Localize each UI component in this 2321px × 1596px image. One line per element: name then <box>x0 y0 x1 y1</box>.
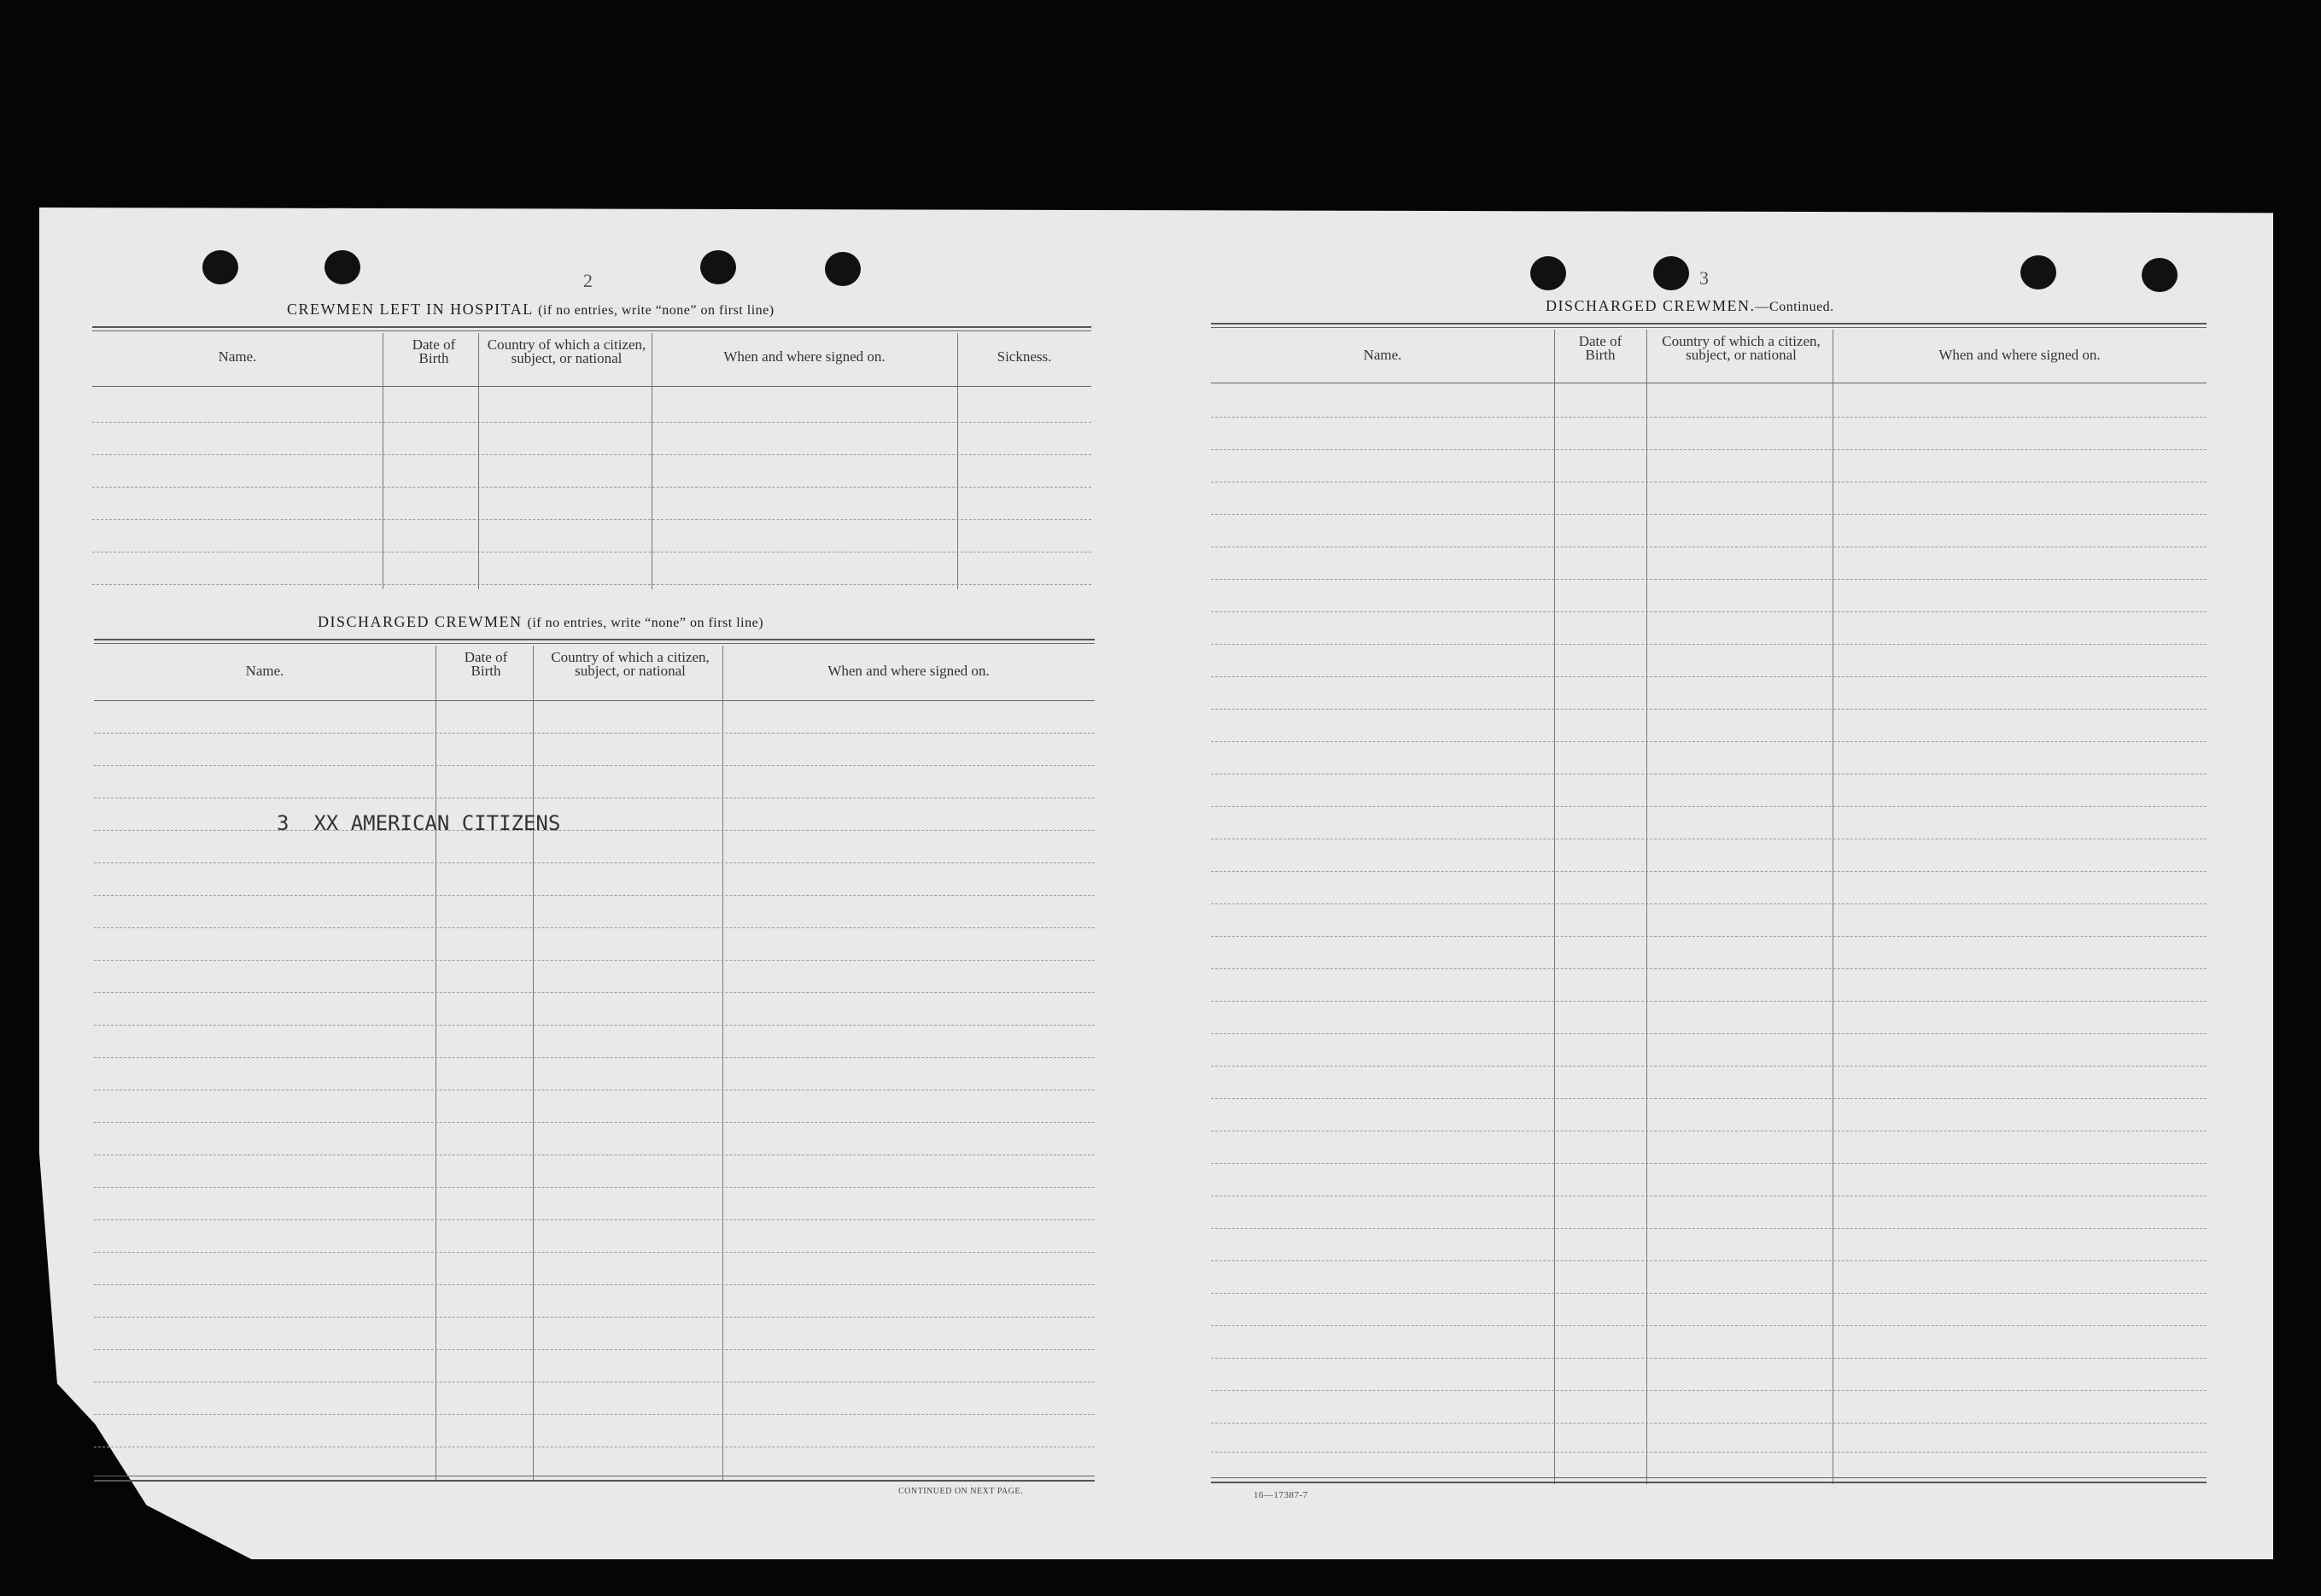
table-row <box>1211 936 2207 937</box>
table-row <box>1211 1325 2207 1326</box>
punch-hole <box>700 250 736 284</box>
table-row <box>92 584 1091 585</box>
table-row <box>1211 1358 2207 1359</box>
table-row <box>1211 903 2207 904</box>
table-row <box>1211 806 2207 807</box>
table-row <box>1211 1033 2207 1034</box>
table-row <box>94 1414 1095 1415</box>
table-row <box>92 519 1091 520</box>
continued-label: —Continued. <box>1755 300 1834 314</box>
table-row <box>94 733 1095 734</box>
table-row <box>94 992 1095 993</box>
table-row <box>94 1057 1095 1058</box>
table-top-rule <box>1211 327 2207 328</box>
table-row <box>1211 1001 2207 1002</box>
column-header-signed-on: When and where signed on. <box>723 348 886 365</box>
table-row <box>1211 417 2207 418</box>
table-row <box>1211 514 2207 515</box>
table-row <box>1211 968 2207 969</box>
punch-hole <box>1653 256 1689 290</box>
table-bottom-rule <box>1211 1482 2207 1483</box>
table-row <box>1211 611 2207 612</box>
table-row <box>1211 1390 2207 1391</box>
table-row <box>94 1025 1095 1026</box>
hospital-title-text: CREWMEN LEFT IN HOSPITAL <box>287 301 534 318</box>
column-header-signed-on: When and where signed on. <box>1938 347 2101 363</box>
column-header-date-of-birth: Date of Birth <box>412 336 456 366</box>
table-row <box>1211 1293 2207 1294</box>
column-header-sickness: Sickness. <box>997 348 1052 365</box>
hospital-table <box>92 326 1091 589</box>
discharged-table-left <box>94 639 1095 1482</box>
table-row <box>94 1317 1095 1318</box>
table-row <box>1211 1098 2207 1099</box>
punch-hole <box>2020 255 2056 289</box>
table-row <box>94 1284 1095 1285</box>
punch-hole <box>202 250 238 284</box>
column-divider <box>722 646 723 1482</box>
left-page-number: 2 <box>583 270 593 291</box>
column-header-country: Country of which a citizen, subject, or national <box>487 336 646 366</box>
column-header-date-of-birth: Date of Birth <box>464 649 508 679</box>
punch-hole <box>2142 258 2178 292</box>
discharged-title-text: DISCHARGED CREWMEN <box>318 613 523 630</box>
table-row <box>92 487 1091 488</box>
table-row <box>94 1382 1095 1383</box>
punch-hole <box>825 252 861 286</box>
table-row <box>94 1219 1095 1220</box>
table-row <box>1211 871 2207 872</box>
column-header-country: Country of which a citizen, subject, or national <box>1662 333 1821 363</box>
header-underline <box>94 700 1095 701</box>
column-header-name: Name. <box>218 348 257 365</box>
table-bottom-rule <box>94 1480 1095 1482</box>
continued-note: CONTINUED ON NEXT PAGE. <box>898 1487 1023 1496</box>
discharged-section-title <box>318 613 763 631</box>
table-row <box>94 1252 1095 1253</box>
table-row <box>94 765 1095 766</box>
column-divider <box>957 333 958 589</box>
table-row <box>92 422 1091 423</box>
table-row <box>94 895 1095 896</box>
header-underline <box>92 386 1091 387</box>
table-top-rule <box>94 639 1095 640</box>
punch-hole <box>1530 256 1566 290</box>
table-row <box>1211 579 2207 580</box>
column-header-country: Country of which a citizen, subject, or national <box>551 649 710 679</box>
column-header-name: Name. <box>245 663 284 679</box>
table-row <box>94 1187 1095 1188</box>
discharged-table-right <box>1211 323 2207 1484</box>
column-header-name: Name. <box>1363 347 1402 363</box>
discharged-note: (if no entries, write “none” on first line) <box>527 616 764 630</box>
table-row <box>94 862 1095 863</box>
table-row <box>94 927 1095 928</box>
column-divider <box>478 333 479 589</box>
table-row <box>1211 1423 2207 1424</box>
table-row <box>1211 1228 2207 1229</box>
table-row <box>1211 449 2207 450</box>
table-row <box>1211 676 2207 677</box>
table-row <box>92 454 1091 455</box>
table-row <box>94 830 1095 831</box>
table-row <box>1211 1163 2207 1164</box>
table-top-rule <box>92 326 1091 328</box>
table-row <box>1211 644 2207 645</box>
column-header-signed-on: When and where signed on. <box>827 663 990 679</box>
table-row <box>94 1122 1095 1123</box>
table-top-rule <box>94 643 1095 644</box>
typed-entry: 3 XX AMERICAN CITIZENS <box>277 811 561 835</box>
hospital-note: (if no entries, write “none” on first line) <box>538 303 775 318</box>
column-divider <box>1554 330 1555 1484</box>
column-divider <box>1646 330 1647 1484</box>
column-header-date-of-birth: Date of Birth <box>1578 333 1622 363</box>
table-row <box>1211 709 2207 710</box>
punch-hole <box>324 250 360 284</box>
table-row <box>94 1349 1095 1350</box>
table-row <box>94 960 1095 961</box>
table-bottom-rule <box>1211 1477 2207 1478</box>
table-top-rule <box>92 330 1091 331</box>
table-row <box>1211 1066 2207 1067</box>
discharged-continued-title <box>1546 297 1834 315</box>
table-row <box>1211 741 2207 742</box>
table-row <box>1211 774 2207 775</box>
form-number: 16—17387-7 <box>1254 1490 1308 1500</box>
column-divider <box>533 646 534 1482</box>
table-top-rule <box>1211 323 2207 324</box>
table-row <box>1211 1452 2207 1453</box>
hospital-section-title <box>287 301 775 319</box>
table-row <box>1211 1260 2207 1261</box>
right-page-number: 3 <box>1699 267 1709 289</box>
discharged-continued-title-text: DISCHARGED CREWMEN. <box>1546 297 1756 314</box>
